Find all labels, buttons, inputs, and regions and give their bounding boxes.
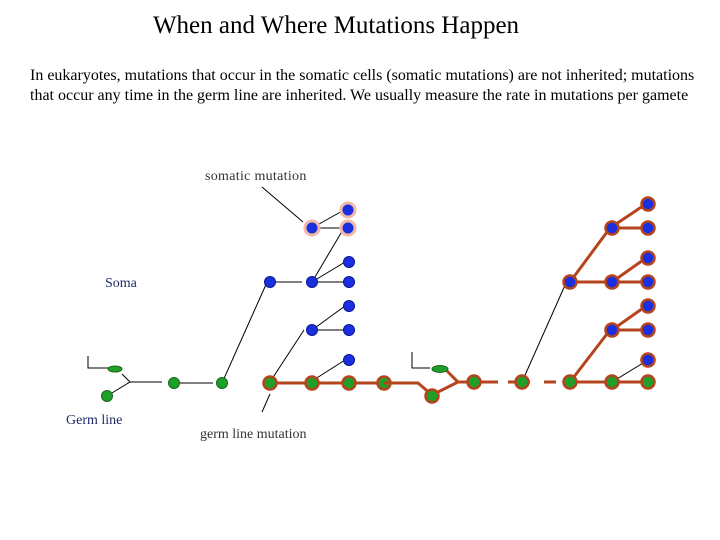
germ-line-mutation-label: germ line mutation [200,427,307,442]
soma-label: Soma [105,276,137,291]
intro-paragraph: In eukaryotes, mutations that occur in the somatic cells (somatic mutations) are not inherited; mutations that occur any time in the germ line are inherited. We usually measure the rate in mutations per gamete [30,67,695,104]
germline-mutant-cell [468,376,481,389]
germline-mutant-cell [264,377,277,390]
somatic-mutant-cell [341,203,355,217]
somatic-mutant-cell [305,221,319,235]
germ-cell [217,378,228,389]
soma-cell [265,277,276,288]
mutant-soma-cell [642,354,655,367]
soma-cell [344,355,355,366]
germline-mutant-cell [516,376,529,389]
soma-cell [344,257,355,268]
mutant-soma-cell [606,222,619,235]
mutant-soma-cell [642,276,655,289]
germline-mutant-cell [642,376,655,389]
mutant-soma-cell [564,276,577,289]
mutant-soma-cell [642,324,655,337]
germline-mutant-cell [343,377,356,390]
mutant-soma-cell [642,198,655,211]
germline-mutant-cell [426,390,439,403]
soma-cell [307,277,318,288]
germ-cell [169,378,180,389]
somatic-mutation-label: somatic mutation [205,169,307,184]
soma-cell [344,325,355,336]
mutant-soma-cell [642,252,655,265]
germ-cell [102,391,113,402]
left-lineage-cells [102,203,391,402]
mutant-soma-cell [606,324,619,337]
germ-line-label: Germ line [66,413,123,428]
soma-cell [344,301,355,312]
mutant-soma-cell [606,276,619,289]
germ-gamete-cell [108,366,122,372]
germline-mutant-cell [564,376,577,389]
mutant-soma-cell [642,222,655,235]
soma-cell [307,325,318,336]
mutant-soma-cell [642,300,655,313]
germ-gamete-cell [432,366,448,373]
germline-mutant-cell [306,377,319,390]
soma-cell [344,277,355,288]
somatic-mutant-cell [341,221,355,235]
slide-title: When and Where Mutations Happen [152,12,520,39]
germline-mutant-cell [606,376,619,389]
